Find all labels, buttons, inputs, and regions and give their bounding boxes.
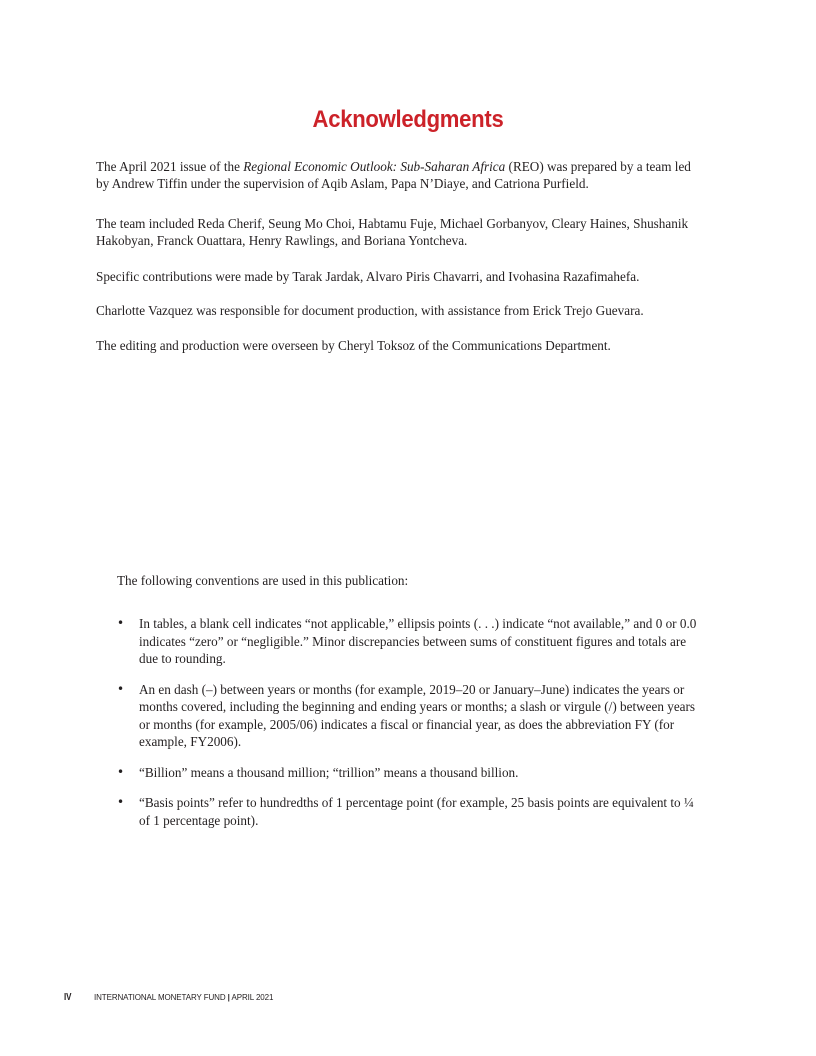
publication-title: Regional Economic Outlook: Sub-Saharan Africa (243, 159, 506, 174)
bullet-icon: • (117, 681, 125, 696)
page-footer (64, 992, 273, 1003)
footer-separator: | (227, 993, 230, 1002)
bullet-icon: • (117, 764, 125, 779)
conventions-list (117, 615, 697, 842)
list-item (117, 764, 697, 782)
bullet-icon: • (117, 795, 125, 809)
convention-text: “Billion” means a thousand million; “trillion” means a thousand billion. (139, 764, 519, 780)
list-item (117, 794, 697, 829)
acknowledgment-paragraph-5: The editing and production were overseen by Cheryl Toksoz of the Communications Department. (96, 338, 611, 353)
ack-p1-text-start: The April 2021 issue of the (96, 159, 244, 174)
page-number: IV (64, 992, 72, 1003)
acknowledgment-paragraph-1 (96, 158, 696, 192)
footer-publisher: INTERNATIONAL MONETARY FUND (94, 993, 226, 1002)
footer-date: APRIL 2021 (231, 993, 274, 1002)
acknowledgment-paragraph-3: Specific contributions were made by Tarak Jardak, Alvaro Piris Chavarri, and Ivohasina Razafimahefa. (96, 269, 640, 284)
acknowledgment-paragraph-4: Charlotte Vazquez was responsible for document production, with assistance from Erick Trejo Guevara. (96, 303, 644, 318)
convention-text: An en dash (–) between years or months (for example, 2019–20 or January–June) indicates the years or months covered, including the beginning and ending years or months; a slash or virgule (/) between years or months (for example, 2005/06) indicates a fiscal or financial year, as does the abbreviation FY (for example, FY2006). (139, 681, 696, 749)
ack-p1-text-end: (REO) was prepared by a team led by Andrew Tiffin under the supervision of Aqib Aslam, Papa N’Diaye, and Catriona Purfield. (96, 159, 691, 191)
page-title: Acknowledgments (312, 106, 504, 133)
convention-text: In tables, a blank cell indicates “not applicable,” ellipsis points (. . .) indicate “not available,” and 0 or 0.0 indicates “zero” or “negligible.” Minor discrepancies between sums of constituent figures and totals are due to rounding. (139, 616, 697, 666)
acknowledgment-paragraph-2: The team included Reda Cherif, Seung Mo Choi, Habtamu Fuje, Michael Gorbanyov, Cleary Haines, Shushanik Hakobyan, Franck Ouattara, Henry Rawlings, and Boriana Yontcheva. (96, 216, 689, 248)
list-item (117, 681, 697, 751)
convention-text: “Basis points” refer to hundredths of 1 percentage point (for example, 25 basis points are equivalent to ¼ of 1 percentage point). (139, 795, 694, 828)
conventions-intro: The following conventions are used in this publication: (117, 573, 409, 588)
list-item (117, 615, 697, 668)
bullet-icon: • (117, 616, 125, 630)
